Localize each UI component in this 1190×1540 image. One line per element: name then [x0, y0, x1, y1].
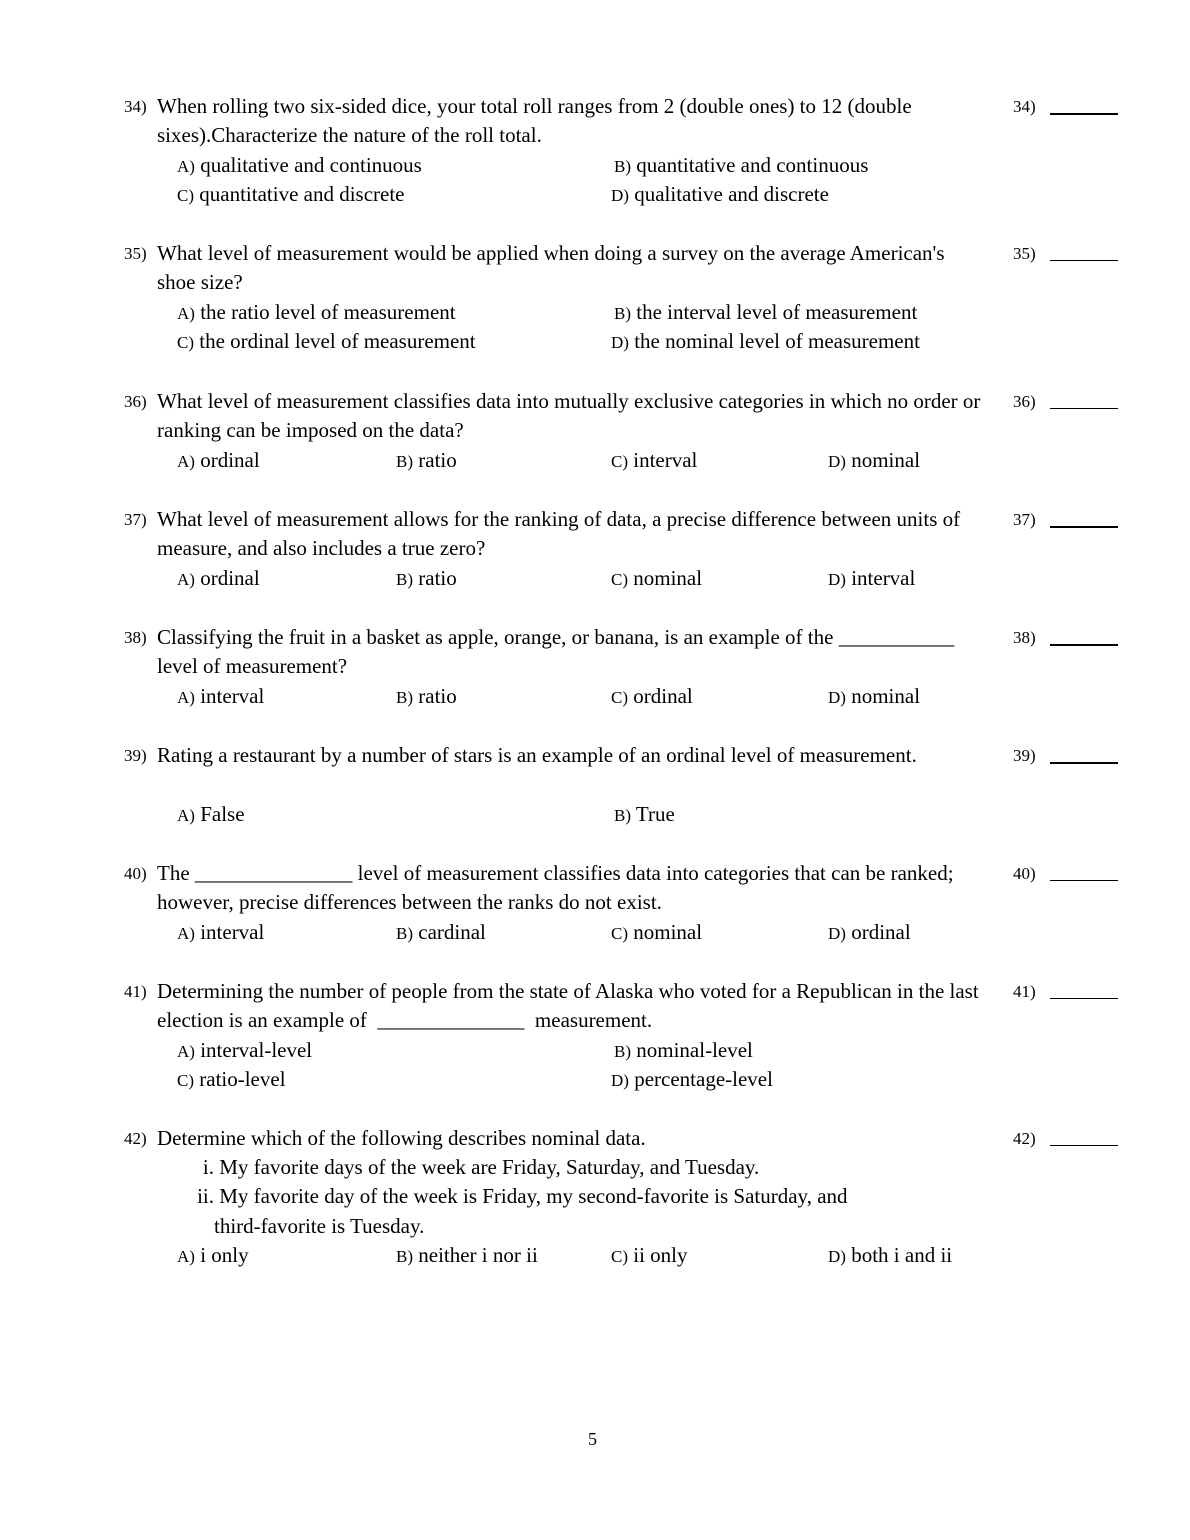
option-b[interactable] [396, 682, 457, 712]
answer-blank[interactable] [1050, 644, 1118, 646]
option-a[interactable] [177, 446, 260, 476]
question-stem: The _______________ level of measurement classifies data into categories that can be ranked; however, precise differences between the ranks do not exist. [157, 861, 954, 914]
question-stem: When rolling two six-sided dice, your total roll ranges from 2 (double ones) to 12 (double sixes).Characterize the nature of the roll total. [157, 94, 912, 147]
option-letter: C) [611, 1247, 628, 1266]
option-b[interactable] [396, 564, 457, 594]
option-letter: A) [177, 1247, 195, 1266]
statement-ii [190, 1182, 848, 1211]
option-letter: C) [611, 452, 628, 471]
option-text: the ordinal level of measurement [199, 329, 476, 353]
answer-label: 38) [1013, 628, 1036, 647]
option-d[interactable] [828, 918, 911, 948]
option-text: ordinal [633, 684, 693, 708]
option-text: ratio [418, 448, 457, 472]
option-letter: A) [177, 924, 195, 943]
statement-text: My favorite day of the week is Friday, my second-favorite is Saturday, and [219, 1184, 848, 1208]
option-text: ordinal [200, 448, 260, 472]
option-text: nominal [851, 448, 921, 472]
option-c[interactable] [611, 918, 702, 948]
option-b[interactable] [614, 151, 868, 181]
question-stem: Determining the number of people from the state of Alaska who voted for a Republican in the last election is an example of ______________ measurement. [157, 979, 984, 1032]
option-letter: D) [828, 688, 846, 707]
option-text: neither i nor ii [418, 1243, 538, 1267]
question-stem: Determine which of the following describes nominal data. [157, 1126, 646, 1150]
option-text: ordinal [200, 566, 260, 590]
option-letter: A) [177, 688, 195, 707]
answer-label: 39) [1013, 746, 1036, 765]
statement-ii-continuation: third-favorite is Tuesday. [214, 1214, 425, 1238]
answer-blank[interactable] [1050, 1145, 1118, 1146]
option-c[interactable] [177, 1065, 286, 1095]
answer-blank[interactable] [1050, 880, 1118, 881]
option-c[interactable] [611, 682, 693, 712]
question-stem: Rating a restaurant by a number of stars is an example of an ordinal level of measurement. [157, 743, 917, 767]
option-text: True [635, 802, 675, 826]
option-text: the ratio level of measurement [200, 300, 456, 324]
option-letter: D) [828, 1247, 846, 1266]
question-number: 42) [124, 1129, 147, 1148]
question-number: 36) [124, 392, 147, 411]
option-d[interactable] [611, 180, 829, 210]
question-number: 41) [124, 982, 147, 1001]
option-text: nominal [851, 684, 921, 708]
option-a[interactable] [177, 151, 422, 181]
option-letter: C) [611, 924, 628, 943]
question-number: 35) [124, 244, 147, 263]
option-letter: D) [828, 452, 846, 471]
option-a[interactable] [177, 1241, 249, 1271]
option-c[interactable] [177, 327, 476, 357]
statement-i [190, 1153, 759, 1182]
answer-blank[interactable] [1050, 526, 1118, 528]
option-letter: B) [396, 1247, 413, 1266]
question-stem: What level of measurement would be applied when doing a survey on the average American's shoe size? [157, 241, 945, 294]
option-text: cardinal [418, 920, 486, 944]
option-letter: D) [828, 570, 846, 589]
option-c[interactable] [611, 446, 697, 476]
option-text: interval [200, 920, 265, 944]
option-a[interactable] [177, 682, 264, 712]
option-letter: C) [611, 688, 628, 707]
option-letter: D) [611, 333, 629, 352]
statement-text: My favorite days of the week are Friday, Saturday, and Tuesday. [219, 1155, 760, 1179]
option-letter: B) [614, 806, 631, 825]
option-text: nominal [633, 920, 703, 944]
option-letter: C) [177, 333, 194, 352]
answer-label: 42) [1013, 1129, 1036, 1148]
option-b[interactable] [614, 298, 917, 328]
option-a[interactable] [177, 1036, 312, 1066]
option-text: ii only [633, 1243, 688, 1267]
option-text: interval-level [200, 1038, 313, 1062]
option-d[interactable] [828, 564, 915, 594]
option-text: percentage-level [634, 1067, 773, 1091]
question-stem: What level of measurement classifies data into mutually exclusive categories in which no order or ranking can be imposed on the data? [157, 389, 981, 442]
option-text: nominal [633, 566, 703, 590]
option-letter: C) [611, 570, 628, 589]
option-d[interactable] [828, 682, 920, 712]
question-number: 39) [124, 746, 147, 765]
option-c[interactable] [177, 180, 405, 210]
answer-label: 37) [1013, 510, 1036, 529]
option-a[interactable] [177, 918, 264, 948]
option-letter: B) [396, 924, 413, 943]
answer-label: 35) [1013, 244, 1036, 263]
option-letter: D) [828, 924, 846, 943]
option-text: ratio [418, 566, 457, 590]
question-number: 38) [124, 628, 147, 647]
option-b[interactable] [614, 800, 675, 830]
option-letter: A) [177, 157, 195, 176]
option-c[interactable] [611, 1241, 688, 1271]
option-letter: B) [396, 570, 413, 589]
option-text: False [200, 802, 245, 826]
option-a[interactable] [177, 800, 245, 830]
option-text: nominal-level [636, 1038, 753, 1062]
option-d[interactable] [611, 327, 920, 357]
answer-blank[interactable] [1050, 113, 1118, 115]
option-b[interactable] [614, 1036, 753, 1066]
option-letter: B) [614, 1042, 631, 1061]
option-letter: B) [614, 157, 631, 176]
option-text: the nominal level of measurement [634, 329, 920, 353]
option-text: the interval level of measurement [636, 300, 918, 324]
option-text: ratio [418, 684, 457, 708]
answer-label: 40) [1013, 864, 1036, 883]
question-stem: Classifying the fruit in a basket as apple, orange, or banana, is an example of the ___________ level of measurement? [157, 625, 955, 678]
answer-blank[interactable] [1050, 998, 1118, 999]
option-letter: B) [396, 688, 413, 707]
option-text: interval [633, 448, 698, 472]
option-d[interactable] [828, 446, 920, 476]
answer-label: 34) [1013, 97, 1036, 116]
option-d[interactable] [611, 1065, 773, 1095]
answer-blank[interactable] [1050, 408, 1118, 409]
option-text: i only [200, 1243, 249, 1267]
option-b[interactable] [396, 918, 486, 948]
option-b[interactable] [396, 1241, 538, 1271]
option-letter: A) [177, 304, 195, 323]
option-text: interval [200, 684, 265, 708]
option-letter: D) [611, 186, 629, 205]
option-text: ordinal [851, 920, 911, 944]
question-stem: What level of measurement allows for the ranking of data, a precise difference between units of measure, and also includes a true zero? [157, 507, 961, 560]
option-text: qualitative and discrete [634, 182, 829, 206]
option-b[interactable] [396, 446, 457, 476]
option-text: ratio-level [199, 1067, 286, 1091]
option-letter: B) [614, 304, 631, 323]
option-a[interactable] [177, 564, 260, 594]
option-letter: B) [396, 452, 413, 471]
option-text: quantitative and discrete [199, 182, 405, 206]
option-text: both i and ii [851, 1243, 953, 1267]
option-text: quantitative and continuous [636, 153, 869, 177]
option-letter: A) [177, 1042, 195, 1061]
option-letter: A) [177, 806, 195, 825]
option-letter: C) [177, 186, 194, 205]
option-text: interval [851, 566, 916, 590]
page-number: 5 [588, 1429, 597, 1449]
question-number: 34) [124, 97, 147, 116]
statement-numeral: i. [202, 1155, 214, 1179]
option-text: qualitative and continuous [200, 153, 422, 177]
option-d[interactable] [828, 1241, 952, 1271]
answer-label: 36) [1013, 392, 1036, 411]
question-number: 40) [124, 864, 147, 883]
option-c[interactable] [611, 564, 702, 594]
answer-label: 41) [1013, 982, 1036, 1001]
statement-numeral: ii. [197, 1184, 214, 1208]
option-letter: A) [177, 570, 195, 589]
question-number: 37) [124, 510, 147, 529]
option-letter: D) [611, 1071, 629, 1090]
answer-blank[interactable] [1050, 762, 1118, 764]
option-letter: C) [177, 1071, 194, 1090]
option-a[interactable] [177, 298, 456, 328]
option-letter: A) [177, 452, 195, 471]
answer-blank[interactable] [1050, 260, 1118, 261]
